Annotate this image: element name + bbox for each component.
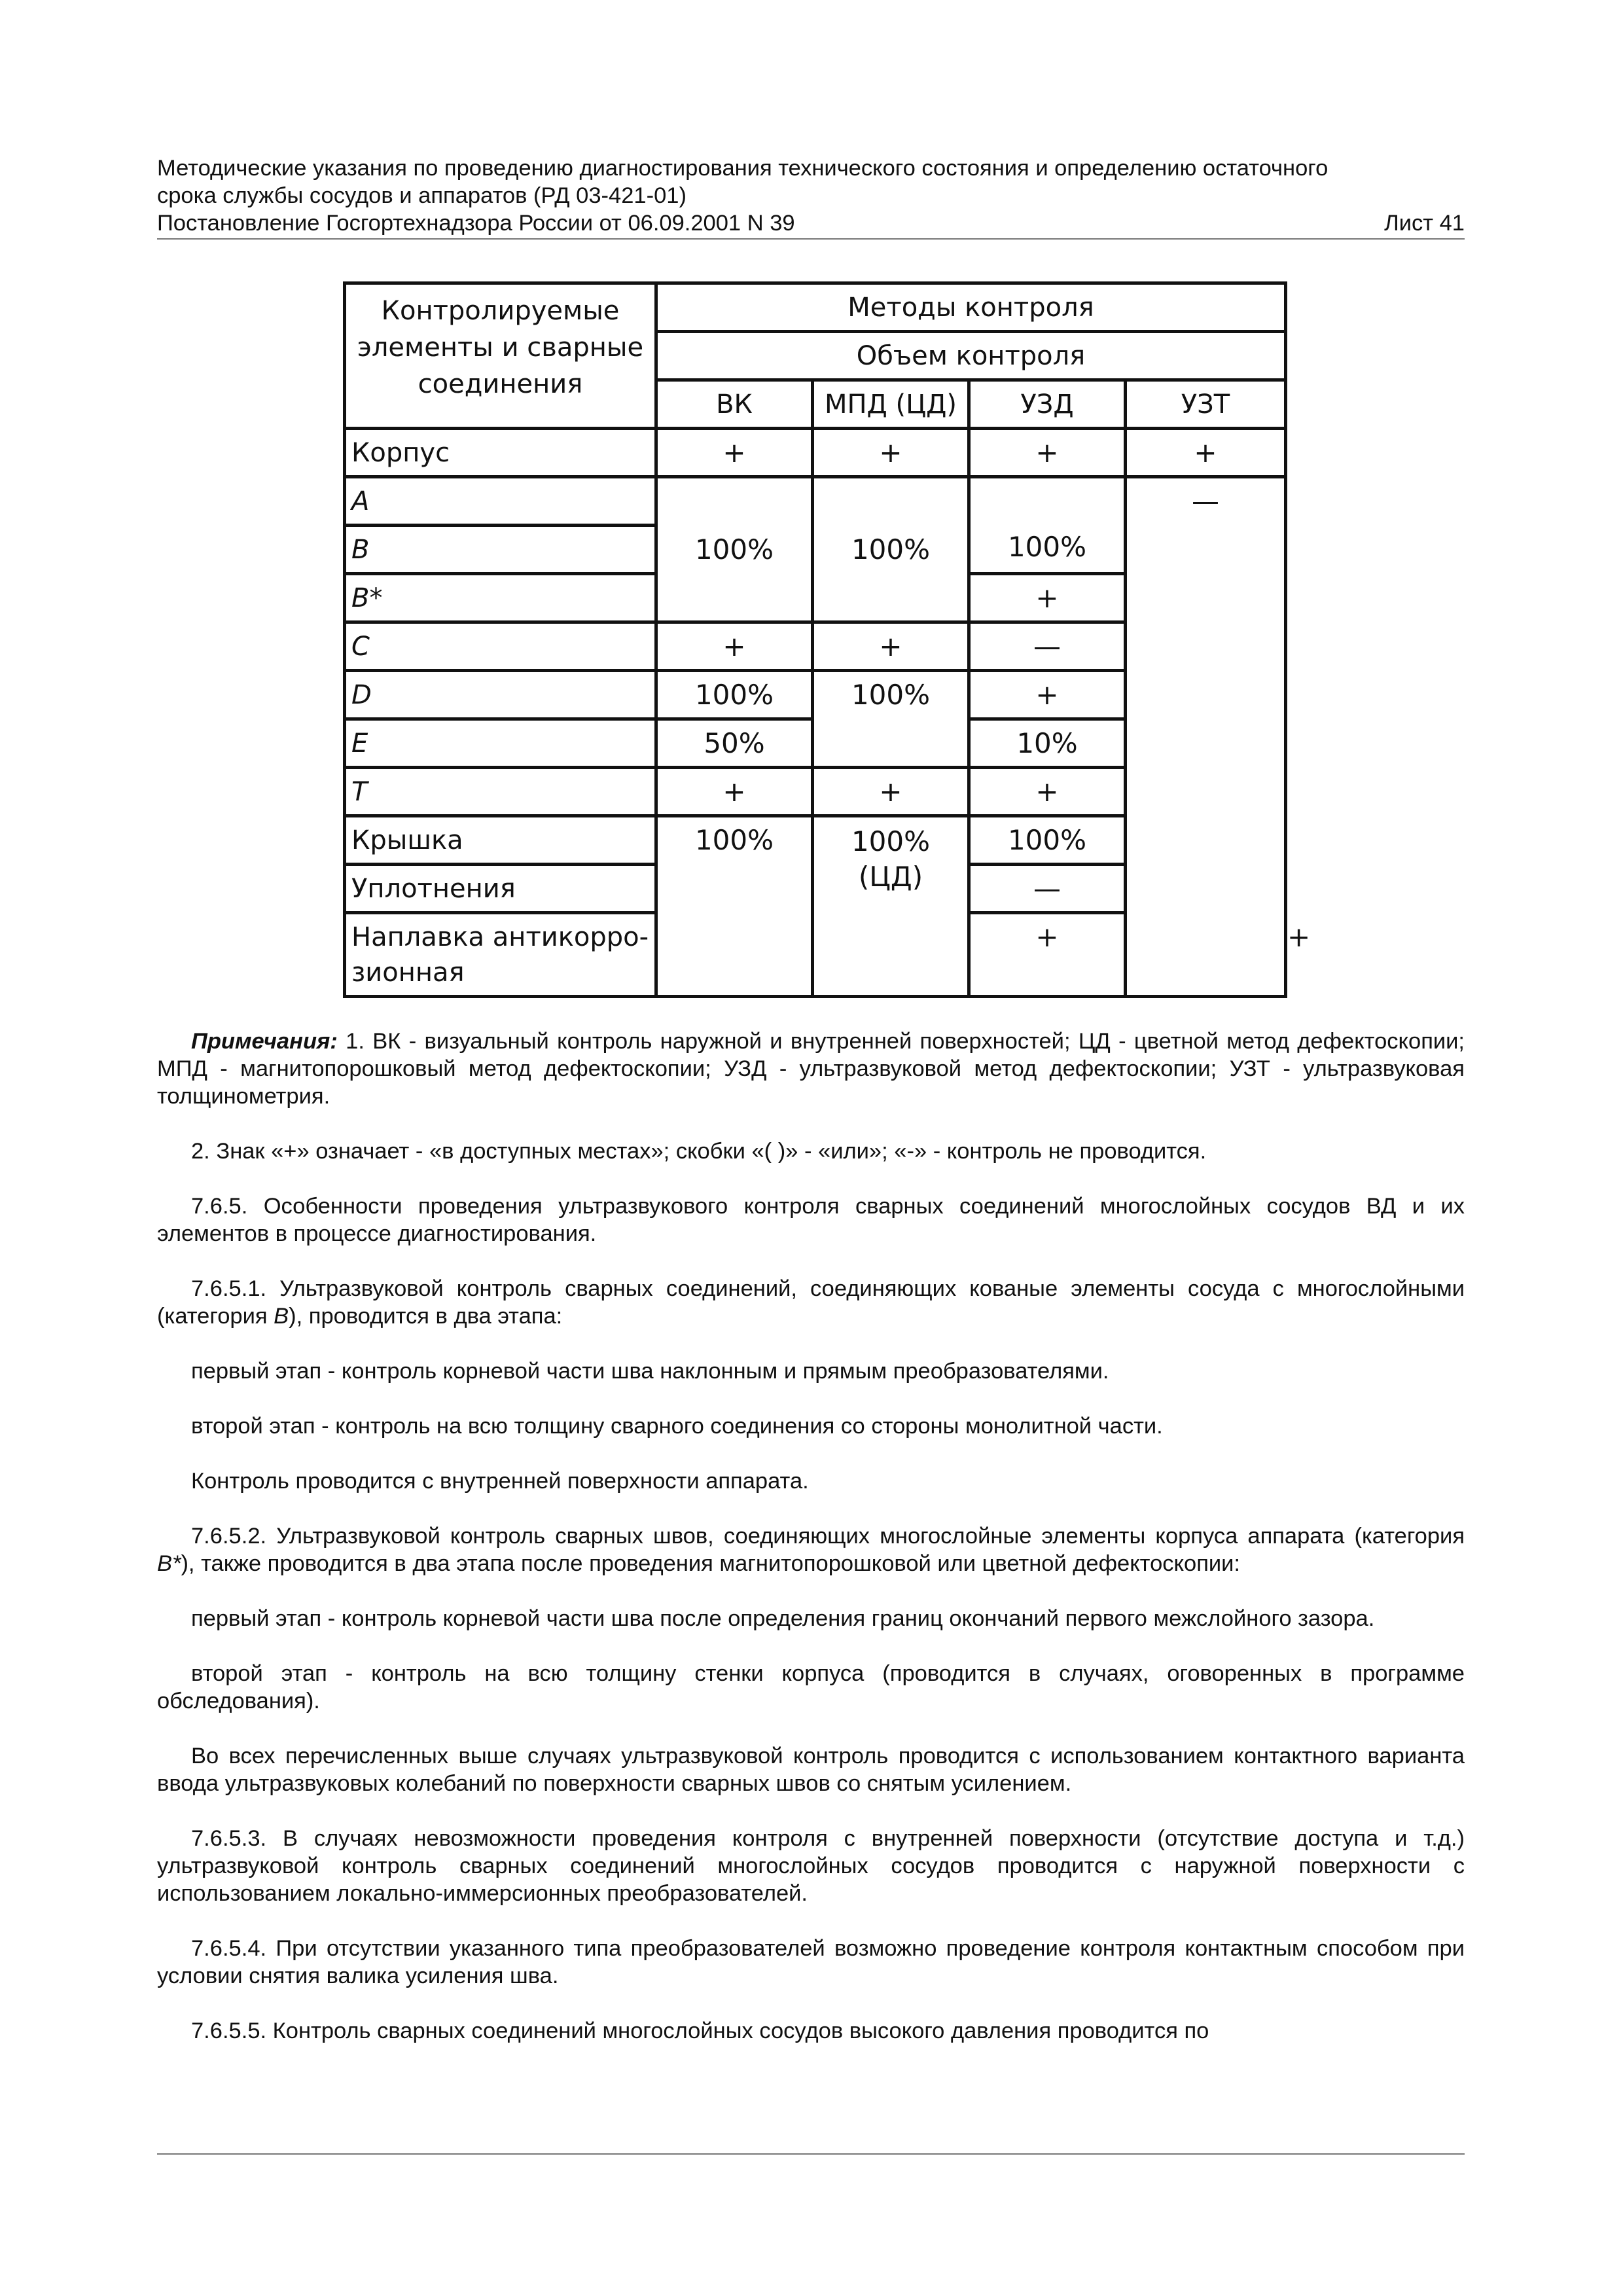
header-title-line-2: срока службы сосудов и аппаратов (РД 03-421-01)	[157, 183, 687, 208]
header-elements-cell: Контролируемые элементы и сварные соединения	[345, 283, 656, 429]
paragraph-7-6-5: 7.6.5. Особенности проведения ультразвукового контроля сварных соединений многослойных сосудов ВД и их элементов в процессе диагностирования.	[157, 1194, 1465, 1246]
cell-kryshka-uzd: 100%	[969, 816, 1126, 865]
header-methods-cell: Методы контроля	[656, 283, 1286, 332]
paragraph-all-cases: Во всех перечисленных выше случаях ультразвуковой контроль проводится с использованием контактного варианта ввода ультразвуковых колебаний по поверхности сварных швов со снятым усилением.	[157, 1744, 1465, 1796]
row-label-e: E	[345, 719, 656, 768]
cell-abbstar-vk: 100%	[656, 477, 813, 622]
paragraph-7-6-5-5: 7.6.5.5. Контроль сварных соединений многослойных сосудов высокого давления проводится по	[191, 2018, 1209, 2043]
paragraph-7-6-5-2	[157, 1522, 1465, 1577]
cell-d-vk: 100%	[656, 671, 813, 719]
paragraph-stage-2: второй этап - контроль на всю толщину сварного соединения со стороны монолитной части.	[191, 1414, 1163, 1439]
paragraph-7-6-5-3: 7.6.5.3. В случаях невозможности проведения контроля с внутренней поверхности (отсутствие доступа и т.д.) ультразвуковой контроль сварных соединений многослойных сосудов проводится с наружной поверхности с использованием локально-иммерсионных преобразователей.	[157, 1826, 1465, 1906]
row-label-c: C	[345, 622, 656, 671]
row-label-d: D	[345, 671, 656, 719]
paragraph-stage-1: первый этап - контроль корневой части шва наклонным и прямым преобразователями.	[191, 1359, 1109, 1384]
footer-divider	[157, 2153, 1465, 2155]
header-volume-cell: Объем контроля	[656, 332, 1286, 380]
notes-paragraph-1	[157, 1028, 1465, 1110]
notes-text-1: 1. ВК - визуальный контроль наружной и внутренней поверхностей; ЦД - цветной метод дефектоскопии; МПД - магнитопорошковый метод дефектоскопии; УЗД - ультразвуковой метод дефектоскопии; УЗТ - ультразвуковая толщинометрия.	[157, 1029, 1465, 1109]
row-label-naplavka	[345, 913, 656, 997]
cell-c-uzd: —	[969, 622, 1126, 671]
row-label-naplavka-line-1: Наплавка антикорро-	[351, 922, 649, 952]
cell-kryshka-vk: 100%	[656, 816, 813, 997]
col-header-uzt: УЗТ	[1126, 380, 1286, 429]
paragraph-7-6-5-1-part-b: ), проводится в два этапа:	[289, 1304, 563, 1329]
paragraph-7-6-5-2-part-a: 7.6.5.2. Ультразвуковой контроль сварных швов, соединяющих многослойные элементы корпуса аппарата (категория	[191, 1524, 1465, 1549]
row-label-naplavka-line-2: зионная	[351, 957, 465, 988]
col-header-mpd: МПД (ЦД)	[813, 380, 969, 429]
row-label-korpus: Корпус	[345, 429, 656, 477]
row-label-a: A	[345, 477, 656, 526]
col-header-vk: ВК	[656, 380, 813, 429]
cell-kryshka-mpd-note: (ЦД)	[858, 861, 923, 893]
paragraph-7-6-5-2-part-b: ), также проводится в два этапа после проведения магнитопорошковой или цветной дефектоскопии:	[181, 1551, 1241, 1576]
paragraph-inner-surface: Контроль проводится с внутренней поверхности аппарата.	[191, 1469, 809, 1494]
document-header	[157, 154, 1465, 237]
paragraph-7-6-5-4: 7.6.5.4. При отсутствии указанного типа преобразователей возможно проведение контроля контактным способом при условии снятия валика усиления шва.	[157, 1936, 1465, 1988]
cell-korpus-uzt: +	[1126, 429, 1286, 477]
cell-naplavka-uzd: +	[969, 913, 1126, 997]
row-label-t: T	[345, 768, 656, 816]
cell-bstar-uzd: +	[969, 574, 1126, 622]
document-body	[157, 1028, 1465, 2072]
paragraph-stage-2b: второй этап - контроль на всю толщину стенки корпуса (проводится в случаях, оговоренных в программе обследования).	[157, 1661, 1465, 1713]
paragraph-7-6-5-1	[157, 1275, 1465, 1330]
cell-c-mpd: +	[813, 622, 969, 671]
header-title-line-1: Методические указания по проведению диагностирования технического состояния и определению остаточного	[157, 156, 1329, 181]
cell-korpus-vk: +	[656, 429, 813, 477]
cell-d-uzd: +	[969, 671, 1126, 719]
cell-ab-uzd: 100%	[969, 477, 1126, 574]
header-decree: Постановление Госгортехнадзора России от 06.09.2001 N 39	[157, 211, 795, 236]
cell-a-uzt: —	[1126, 477, 1286, 997]
paragraph-7-6-5-1-category: B	[274, 1304, 289, 1329]
cell-korpus-mpd: +	[813, 429, 969, 477]
paragraph-7-6-5-2-category: B*	[157, 1551, 181, 1576]
col-header-uzd: УЗД	[969, 380, 1126, 429]
cell-t-uzd: +	[969, 768, 1126, 816]
row-label-kryshka: Крышка	[345, 816, 656, 865]
cell-uplotneniya-uzd: —	[969, 865, 1126, 913]
row-label-bstar: B*	[345, 574, 656, 622]
header-line-3	[157, 209, 1465, 237]
row-label-uplotneniya: Уплотнения	[345, 865, 656, 913]
cell-korpus-uzd: +	[969, 429, 1126, 477]
notes-paragraph-2: 2. Знак «+» означает - «в доступных местах»; скобки «( )» - «или»; «-» - контроль не проводится.	[191, 1139, 1207, 1164]
cell-e-vk: 50%	[656, 719, 813, 768]
header-sheet-number: Лист 41	[1384, 211, 1465, 236]
cell-e-uzd: 10%	[969, 719, 1126, 768]
row-label-b: B	[345, 526, 656, 574]
cell-c-vk: +	[656, 622, 813, 671]
cell-de-mpd: 100%	[813, 671, 969, 768]
notes-label: Примечания:	[191, 1029, 338, 1054]
header-divider	[157, 238, 1465, 240]
cell-kryshka-mpd-value: 100%	[851, 825, 931, 857]
paragraph-7-6-5-1-part-a: 7.6.5.1. Ультразвуковой контроль сварных соединений, соединяющих кованые элементы сосуда с многослойными (категория	[157, 1276, 1465, 1329]
cell-kryshka-mpd	[813, 816, 969, 997]
cell-abbstar-mpd: 100%	[813, 477, 969, 622]
paragraph-stage-1b: первый этап - контроль корневой части шва после определения границ окончаний первого межслойного зазора.	[191, 1606, 1375, 1631]
cell-t-mpd: +	[813, 768, 969, 816]
control-methods-table: Контролируемые элементы и сварные соединения Методы контроля Объем контроля ВК МПД (ЦД) УЗД УЗТ Корпус + + + + A 100% 100% 100% — B B* + C + + — D 100% 100% + E 50% 10% T + + + Крышка 100% 100% (ЦД) 100% Уплотнения — Наплавка антикорро- зионная + +	[343, 281, 1287, 998]
cell-t-vk: +	[656, 768, 813, 816]
